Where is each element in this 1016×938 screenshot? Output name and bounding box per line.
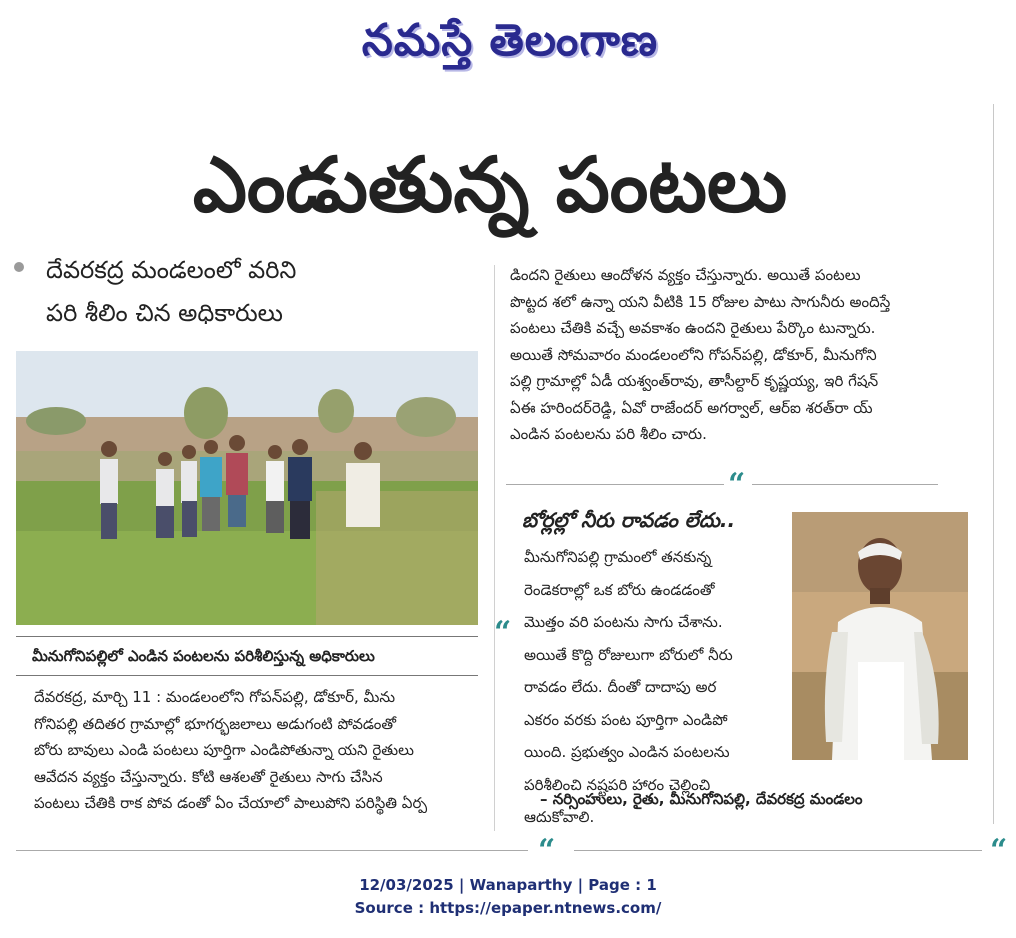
quote-line: మీనుగోనిపల్లి గ్రామంలో తనకున్న (524, 548, 712, 566)
quote-attribution: – నర్సింహులు, రైతు, మీనుగోనిపల్లి, దేవరకద్ర మండలం (540, 790, 863, 808)
body-line: ఆవేదన వ్యక్తం చేస్తున్నారు. కోటి ఆశలతో రైతులు సాగు చేసిన (34, 767, 383, 786)
farmer-photo (792, 512, 968, 760)
left-column-body (16, 684, 478, 817)
column-divider-right (993, 104, 994, 824)
quote-line: రెండెకరాల్లో ఒక బోరు ఉండడంతో (524, 580, 715, 599)
body-line: ఏఈ హరిందర్‌రెడ్డి, ఏవో రాజేందర్ అగర్వాల్, ఆర్ఐ శరత్‌రా య్ (510, 398, 873, 417)
bottom-rule (574, 850, 982, 851)
subhead-line-2: పరి శీలిం చిన అధికారులు (46, 299, 283, 327)
quote-icon: “ (494, 615, 512, 650)
bottom-rule (16, 850, 528, 851)
subhead-line-1: దేవరకద్ర మండలంలో వరిని (46, 256, 297, 284)
right-column-body (510, 262, 990, 448)
quote-line: ఎకరం వరకు పంట పూర్తిగా ఎండిపో (524, 710, 728, 729)
footer-source: Source : https://epaper.ntnews.com/ (354, 899, 662, 917)
bullet-icon (14, 262, 24, 272)
quote-icon: “ (990, 833, 1008, 868)
body-line: పంటలు చేతికి రాక పోవ డంతో ఏం చేయాలో పాలుపోని పరిస్థితి ఏర్ప (34, 794, 428, 812)
footer-date-page: 12/03/2025 | Wanaparthy | Page : 1 (359, 876, 657, 894)
quote-icon: “ (728, 467, 746, 502)
body-line: పొట్టద శలో ఉన్నా యని వీటికి 15 రోజుల పాటు సాగునీరు అందిస్తే (510, 292, 891, 311)
box-title: బోర్లల్లో నీరు రావడం లేదు.. (522, 508, 736, 532)
masthead-logo: నమస్తే తెలంగాణ (361, 15, 659, 66)
quote-line: రావడం లేదు. దీంతో దాదాపు అర (524, 678, 717, 696)
quote-line: మొత్తం వరి పంటను సాగు చేశాను. (524, 613, 723, 631)
column-divider (494, 265, 495, 831)
separator-rule (752, 484, 938, 485)
separator-rule (506, 484, 724, 485)
field-inspection-photo (16, 351, 478, 625)
body-line: డిందని రైతులు ఆందోళన వ్యక్తం చేస్తున్నారు. అయితే పంటలు (510, 266, 861, 284)
headline: ఎండుతున్న పంటలు (192, 140, 788, 229)
quote-line: ఆదుకోవాలి. (524, 808, 595, 826)
body-line: బోరు బావులు ఎండి పంటలు పూర్తిగా ఎండిపోతున్నా యని రైతులు (34, 741, 414, 759)
body-line: అయితే సోమవారం మండలంలోని గోపన్‌పల్లి, డోకూర్, మీనుగోని (510, 345, 877, 364)
quote-line: అయితే కొద్ది రోజులుగా బోరులో నీరు (524, 645, 733, 664)
body-line: దేవరకద్ర, మార్చి 11 : మండలంలోని గోపన్‌పల్లి, డోకూర్, మీను (34, 688, 396, 706)
quote-line: పరిశీలించి నష్టపరి హారం చెల్లించి (524, 775, 711, 794)
body-line: పంటలు చేతికి వచ్చే అవకాశం ఉందని రైతులు పేర్కొం టున్నారు. (510, 319, 876, 337)
body-line: గోనిపల్లి తదితర గ్రామాల్లో భూగర్భజలాలు అడుగంటి పోవడంతో (34, 714, 397, 733)
photo-caption: మీనుగోనిపల్లిలో ఎండిన పంటలను పరిశీలిస్తున్న అధికారులు (16, 636, 478, 676)
quote-line: యింది. ప్రభుత్వం ఎండిన పంటలను (524, 743, 730, 761)
body-line: ఎండిన పంటలను పరి శీలిం చారు. (510, 425, 707, 443)
quote-icon: “ (538, 833, 556, 868)
body-line: పల్లి గ్రామాల్లో ఏడీ యశ్వంత్‌రావు, తాసీల్దార్ కృష్ణయ్య, ఇరి గేషన్ (510, 372, 879, 390)
